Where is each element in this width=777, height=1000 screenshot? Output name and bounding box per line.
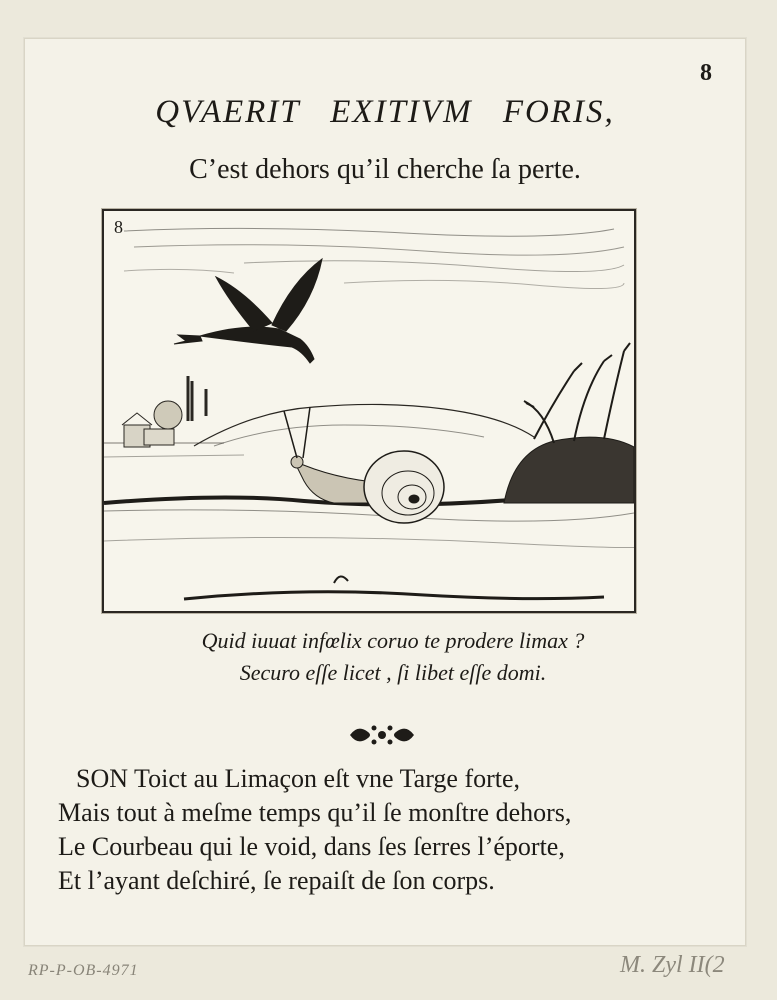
motto-latin: QVAERIT EXITIVM FORIS, [155, 94, 615, 130]
french-verse-line: Mais tout à meſme temps qu’il ſe monſtre dehors, [58, 798, 572, 827]
engraved-plate [102, 209, 636, 613]
plate-number: 8 [114, 217, 123, 237]
fleuron-ornament-icon [342, 720, 422, 750]
latin-verse [24, 625, 746, 689]
emblem-illustration [104, 211, 634, 611]
handwritten-annotation: M. Zyl II(2 [620, 952, 725, 978]
french-verse-line: SON Toict au Limaçon eſt vne Targe forte, [76, 764, 521, 793]
latin-verse-line: Securo eſſe licet , ſi libet eſſe domi. [239, 660, 547, 685]
motto-french: C’est dehors qu’il cherche ſa perte. [189, 154, 581, 185]
print-mount [24, 38, 746, 946]
village-icon [122, 376, 206, 447]
page-number: 8 [700, 60, 712, 86]
bush-icon [504, 343, 634, 503]
crow-icon [174, 259, 322, 363]
inventory-number: RP-P-OB-4971 [28, 962, 139, 979]
french-verse-line: Et l’ayant deſchiré, ſe repaiſt de ſon corps. [58, 866, 495, 895]
french-verse [58, 762, 718, 898]
latin-verse-line: Quid iuuat infœlix coruo te prodere limax ? [201, 628, 585, 653]
french-verse-line: Le Courbeau qui le void, dans ſes ſerres l’éporte, [58, 832, 565, 861]
